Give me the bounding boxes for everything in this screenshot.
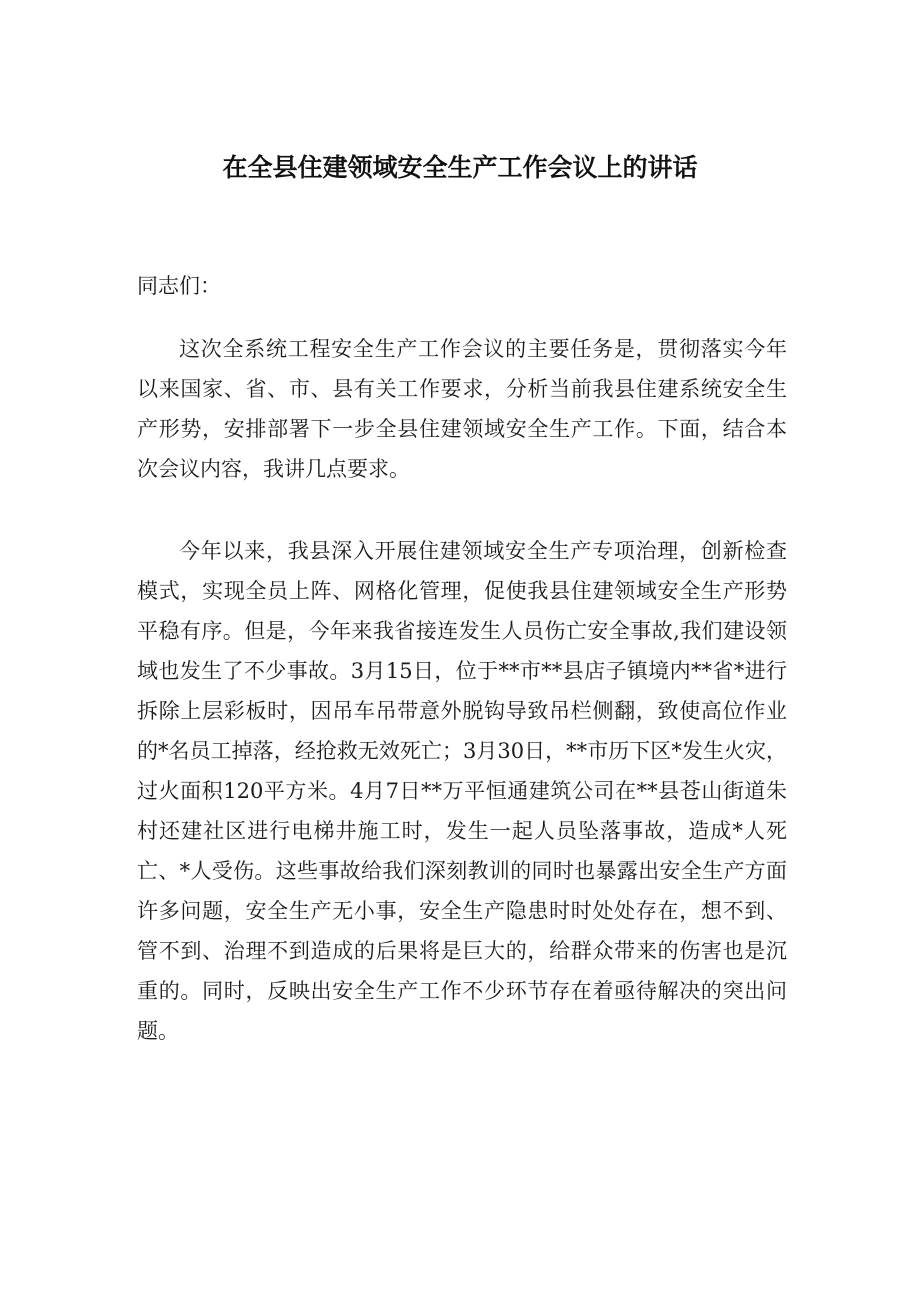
document-title: 在全县住建领域安全生产工作会议上的讲话: [222, 153, 698, 182]
salutation: 同志们：: [137, 274, 221, 298]
paragraph-1: 这次全系统工程安全生产工作会议的主要任务是，贯彻落实今年以来国家、省、市、县有关工作要求，分析当前我县住建系统安全生产形势，安排部署下一步全县住建领域安全生产工作。下面，结合本次会议内容，我讲几点要求。: [137, 337, 787, 481]
paragraph-2: 今年以来，我县深入开展住建领域安全生产专项治理，创新检查模式，实现全员上阵、网格化管理，促使我县住建领域安全生产形势平稳有序。但是，今年来我省接连发生人员伤亡安全事故,我们建设领域也发生了不少事故。3月15日，位于**市**县店子镇境内**省*进行拆除上层彩板时，因吊车吊带意外脱钩导致吊栏侧翻，致使高位作业的*名员工掉落，经抢救无效死亡；3月30日，**市历下区*发生火灾，过火面积120平方米。4月7日**万平恒通建筑公司在**县苍山街道朱村还建社区进行电梯井施工时，发生一起人员坠落事故，造成*人死亡、*人受伤。这些事故给我们深刻教训的同时也暴露出安全生产方面许多问题，安全生产无小事，安全生产隐患时时处处存在，想不到、管不到、治理不到造成的后果将是巨大的，给群众带来的伤害也是沉重的。同时，反映出安全生产工作不少环节存在着亟待解决的突出问题。: [137, 539, 787, 1043]
